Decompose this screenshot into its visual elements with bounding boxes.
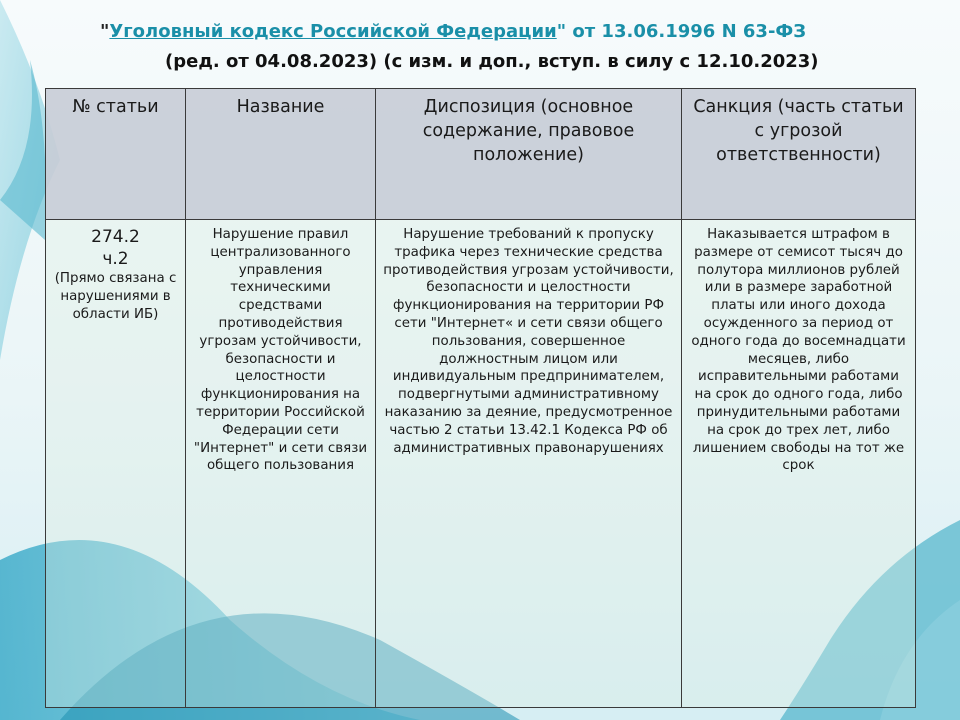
article-number: 274.2: [91, 227, 140, 247]
table-row: [46, 220, 916, 708]
header-title: Название: [186, 89, 376, 220]
cell-sanction: Наказывается штрафом в размере от семисот тысяч до полутора миллионов рублей или в размере заработной платы или иного дохода осужденного за период от одного года до восемнадцати месяцев, либо исправительными работами на срок до одного года, либо принудительными работами на срок до трех лет, либо лишением свободы на тот же срок: [682, 220, 916, 708]
cell-title: Нарушение правил централизованного управления техническими средствами противодействия угрозам устойчивости, безопасности и целостности функционирования на территории Российской Федерации сети "Интернет" и сети связи общего пользования: [186, 220, 376, 708]
header-sanction: Санкция (часть статьи с угрозой ответственности): [682, 89, 916, 220]
heading-title-line: [100, 21, 806, 42]
criminal-code-link[interactable]: Уголовный кодекс Российской Федерации: [109, 21, 557, 42]
header-disposition: Диспозиция (основное содержание, правовое положение): [376, 89, 682, 220]
header-article-number: № статьи: [46, 89, 186, 220]
table-header-row: [46, 89, 916, 220]
article-note: (Прямо связана с нарушениями в области ИБ): [54, 271, 177, 322]
heading-code-number: " от 13.06.1996 N 63-ФЗ: [556, 21, 807, 42]
heading-edition: (ред. от 04.08.2023) (с изм. и доп., вступ. в силу с 12.10.2023): [165, 51, 819, 72]
cell-disposition: Нарушение требований к пропуску трафика через технические средства противодействия угрозам устойчивости, безопасности и целостности функционирования на территории РФ сети "Интернет« и сети связи общего пользования, совершенное должностным лицом или индивидуальным предпринимателем, подвергнутыми административному наказанию за деяние, предусмотренное частью 2 статьи 13.42.1 Кодекса РФ об административных правонарушениях: [376, 220, 682, 708]
heading-quote: ": [100, 21, 110, 42]
article-part: ч.2: [102, 249, 129, 269]
cell-article-number: [46, 220, 186, 708]
criminal-code-table: [45, 88, 916, 708]
